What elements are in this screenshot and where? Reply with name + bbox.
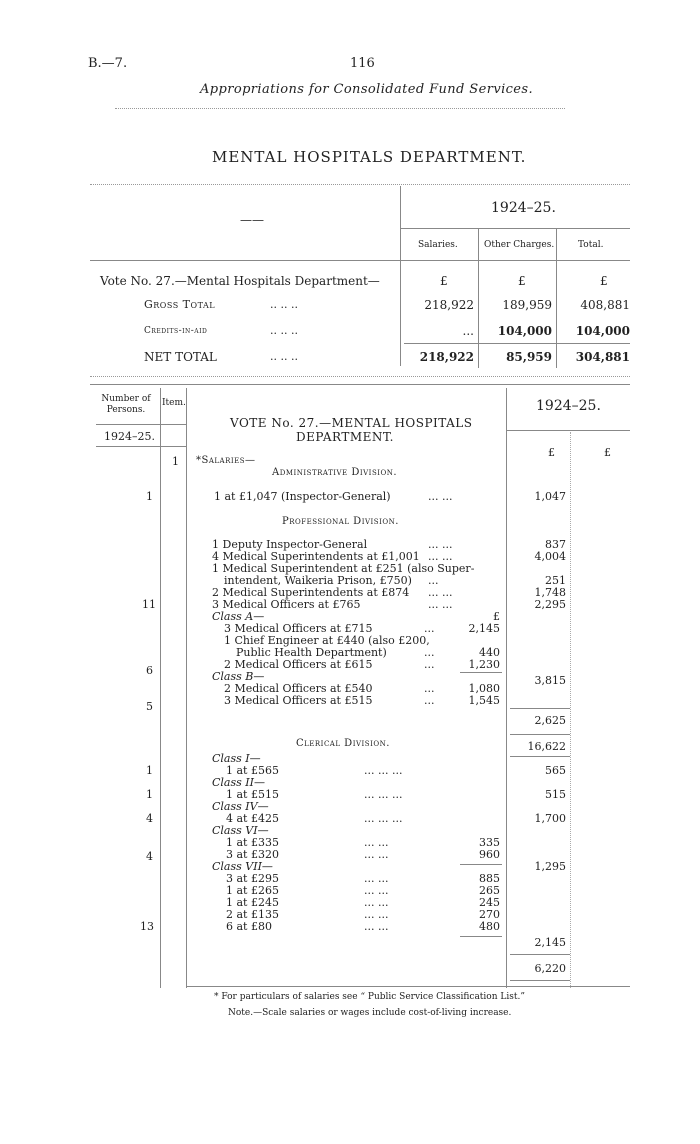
inner-amount: 270 <box>479 908 500 921</box>
inner-amount: 2,145 <box>468 622 500 635</box>
subtotal-rule <box>510 756 570 757</box>
leader-dots: ... <box>424 694 435 707</box>
inner-amount: 265 <box>479 884 500 897</box>
summary-vline <box>478 228 479 368</box>
leader-dots: ... ... <box>364 848 389 861</box>
col-item: Item. <box>162 398 186 408</box>
amount: 837 <box>545 538 566 551</box>
salaries-value: 218,922 <box>424 298 474 312</box>
professional-heading: Professional Division. <box>282 516 399 527</box>
summary-dash: —— <box>240 213 264 227</box>
leader-dots: ... <box>424 622 435 635</box>
amount: 515 <box>545 788 566 801</box>
detail-vline <box>506 388 507 988</box>
vote-title: VOTE No. 27.—MENTAL HOSPITALS <box>230 416 473 430</box>
persons-count: 11 <box>142 598 156 611</box>
footnote-note: Note.—Scale salaries or wages include cost-of-living increase. <box>228 1008 512 1018</box>
leader-dots: ... ... <box>364 920 389 933</box>
clerical-line: 3 at £320 <box>226 848 279 861</box>
summary-year: 1924–25. <box>491 200 556 216</box>
row-label: Gross Total <box>144 298 216 311</box>
currency-symbol: £ <box>440 274 448 288</box>
admin-heading: Administrative Division. <box>272 467 398 478</box>
inner-amount: 440 <box>479 646 500 659</box>
page-heading: Appropriations for Consolidated Fund Services. <box>200 82 534 97</box>
amount: 3,815 <box>534 674 566 687</box>
salaries-value: ... <box>462 324 474 338</box>
amount: 1,700 <box>534 812 566 825</box>
leader-dots: .. .. .. <box>270 324 298 337</box>
department-title: MENTAL HOSPITALS DEPARTMENT. <box>212 148 527 166</box>
leader-dots: ... ... ... <box>364 812 403 825</box>
leader-dots: ... <box>428 574 439 587</box>
clerical-line: 6 at £80 <box>226 920 272 933</box>
clerical-line: 2 at £135 <box>226 908 279 921</box>
clerical-line: 1 at £245 <box>226 896 279 909</box>
item-number: 1 <box>172 455 179 468</box>
summary-vote-label: Vote No. 27.—Mental Hospitals Department— <box>100 274 380 288</box>
persons-count: 1 <box>146 764 153 777</box>
row-label: NET TOTAL <box>144 350 217 364</box>
persons-count: 5 <box>146 700 153 713</box>
admin-line: 1 at £1,047 (Inspector-General) <box>214 490 391 503</box>
persons-count: 4 <box>146 812 153 825</box>
persons-count: 4 <box>146 850 153 863</box>
col-total: Total. <box>578 240 604 250</box>
inner-amount: 335 <box>479 836 500 849</box>
persons-count: 1 <box>146 788 153 801</box>
detail-bottom-rule <box>186 986 630 987</box>
prof-line: Public Health Department) <box>236 646 387 659</box>
inner-amount: 1,080 <box>468 682 500 695</box>
detail-vline <box>160 388 161 988</box>
persons-count: 1 <box>146 490 153 503</box>
leader-dots: ... ... <box>364 872 389 885</box>
subtotal-rule <box>510 708 570 709</box>
currency-symbol: £ <box>548 446 555 459</box>
total-value: 104,000 <box>575 324 630 338</box>
leader-dots: .. .. .. <box>270 298 298 311</box>
leader-dots: ... ... <box>428 598 453 611</box>
subtotal-rule <box>510 980 570 981</box>
amount: 1,748 <box>534 586 566 599</box>
other-value: 104,000 <box>497 324 552 338</box>
leader-dots: ... ... ... <box>364 788 403 801</box>
total-value: 304,881 <box>575 350 630 364</box>
leader-dots: ... ... ... <box>364 764 403 777</box>
amount: 1,295 <box>534 860 566 873</box>
prof-line: 2 Medical Superintendents at £874 <box>212 586 410 599</box>
net-rule <box>404 343 630 344</box>
clerical-line: 1 at £335 <box>226 836 279 849</box>
amount: 565 <box>545 764 566 777</box>
currency-symbol: £ <box>518 274 526 288</box>
leader-dots: ... ... <box>428 538 453 551</box>
prof-line: intendent, Waikeria Prison, £750) <box>224 574 412 587</box>
subtotal-rule <box>510 954 570 955</box>
amount: 1,047 <box>534 490 566 503</box>
leader-dots: ... ... <box>428 586 453 599</box>
subtotal-rule <box>460 936 502 937</box>
class-label: Class B— <box>212 670 265 683</box>
class-label: Class II— <box>212 776 265 789</box>
summary-header-rule <box>90 260 630 261</box>
leader-dots: ... ... <box>364 836 389 849</box>
clerical-line: 1 at £515 <box>226 788 279 801</box>
leader-dots: ... <box>424 646 435 659</box>
prof-line: 2 Medical Officers at £540 <box>224 682 373 695</box>
vote-title: DEPARTMENT. <box>296 430 394 444</box>
col-salaries: Salaries. <box>418 240 458 250</box>
leader-dots: ... ... <box>364 908 389 921</box>
amount: 2,625 <box>534 714 566 727</box>
leader-dots: ... ... <box>364 896 389 909</box>
clerical-line: 3 at £295 <box>226 872 279 885</box>
detail-year-left: 1924–25. <box>104 430 155 443</box>
other-value: 189,959 <box>502 298 552 312</box>
inner-amount: 885 <box>479 872 500 885</box>
summary-vline <box>400 186 401 366</box>
detail-year-right: 1924–25. <box>536 398 601 414</box>
clerical-line: 1 at £565 <box>226 764 279 777</box>
inner-amount: 960 <box>479 848 500 861</box>
other-value: 85,959 <box>506 350 552 364</box>
col-other-charges: Other Charges. <box>484 240 555 250</box>
header-rule <box>506 430 630 431</box>
inner-amount: 245 <box>479 896 500 909</box>
summary-year-rule <box>400 228 630 229</box>
amount: 4,004 <box>534 550 566 563</box>
class-label: Class IV— <box>212 800 269 813</box>
inner-amount: 1,545 <box>468 694 500 707</box>
detail-vline <box>570 432 571 988</box>
prof-line: 1 Medical Superintendent at £251 (also Super- <box>212 562 475 575</box>
prof-line: 1 Chief Engineer at £440 (also £200, <box>224 634 430 647</box>
class-label: Class VII— <box>212 860 273 873</box>
header-rule <box>96 424 186 425</box>
subtotal-rule <box>510 734 570 735</box>
page-number: 116 <box>350 56 375 71</box>
row-label: Credits-in-aid <box>144 326 208 336</box>
divider <box>115 108 565 109</box>
persons-count: 6 <box>146 664 153 677</box>
prof-line: 3 Medical Officers at £765 <box>212 598 361 611</box>
summary-top-rule <box>90 184 630 185</box>
leader-dots: ... <box>424 658 435 671</box>
inner-amount: 1,230 <box>468 658 500 671</box>
footnote-star: * For particulars of salaries see “ Public Service Classification List.” <box>214 992 525 1002</box>
page-ref: B.—7. <box>88 56 128 71</box>
amount: 2,145 <box>534 936 566 949</box>
inner-amount: 480 <box>479 920 500 933</box>
class-label: Class A— <box>212 610 265 623</box>
amount: 251 <box>545 574 566 587</box>
currency-symbol: £ <box>604 446 611 459</box>
clerical-line: 1 at £265 <box>226 884 279 897</box>
col-number-persons: Number of Persons. <box>101 394 151 415</box>
subtotal-rule <box>460 672 502 673</box>
prof-line: 1 Deputy Inspector-General <box>212 538 368 551</box>
amount: 2,295 <box>534 598 566 611</box>
prof-line: 4 Medical Superintendents at £1,001 <box>212 550 420 563</box>
prof-line: 3 Medical Officers at £515 <box>224 694 373 707</box>
detail-vline <box>186 388 187 988</box>
clerical-line: 4 at £425 <box>226 812 279 825</box>
amount: 6,220 <box>534 962 566 975</box>
leader-dots: ... ... <box>428 550 453 563</box>
amount: 16,622 <box>527 740 566 753</box>
persons-count: 13 <box>140 920 154 933</box>
class-label: Class I— <box>212 752 261 765</box>
summary-vline <box>556 228 557 368</box>
header-rule <box>96 446 186 447</box>
total-value: 408,881 <box>580 298 630 312</box>
salaries-value: 218,922 <box>419 350 474 364</box>
currency-symbol: £ <box>493 610 500 623</box>
leader-dots: ... ... <box>364 884 389 897</box>
detail-top-rule <box>90 384 630 385</box>
currency-symbol: £ <box>600 274 608 288</box>
clerical-heading: Clerical Division. <box>296 738 390 749</box>
prof-line: 3 Medical Officers at £715 <box>224 622 373 635</box>
leader-dots: .. .. .. <box>270 350 298 363</box>
leader-dots: ... ... <box>428 490 453 503</box>
salaries-label: *Salaries— <box>196 455 256 466</box>
leader-dots: ... <box>424 682 435 695</box>
prof-line: 2 Medical Officers at £615 <box>224 658 373 671</box>
class-label: Class VI— <box>212 824 269 837</box>
subtotal-rule <box>460 864 502 865</box>
summary-bottom-rule <box>90 376 630 377</box>
